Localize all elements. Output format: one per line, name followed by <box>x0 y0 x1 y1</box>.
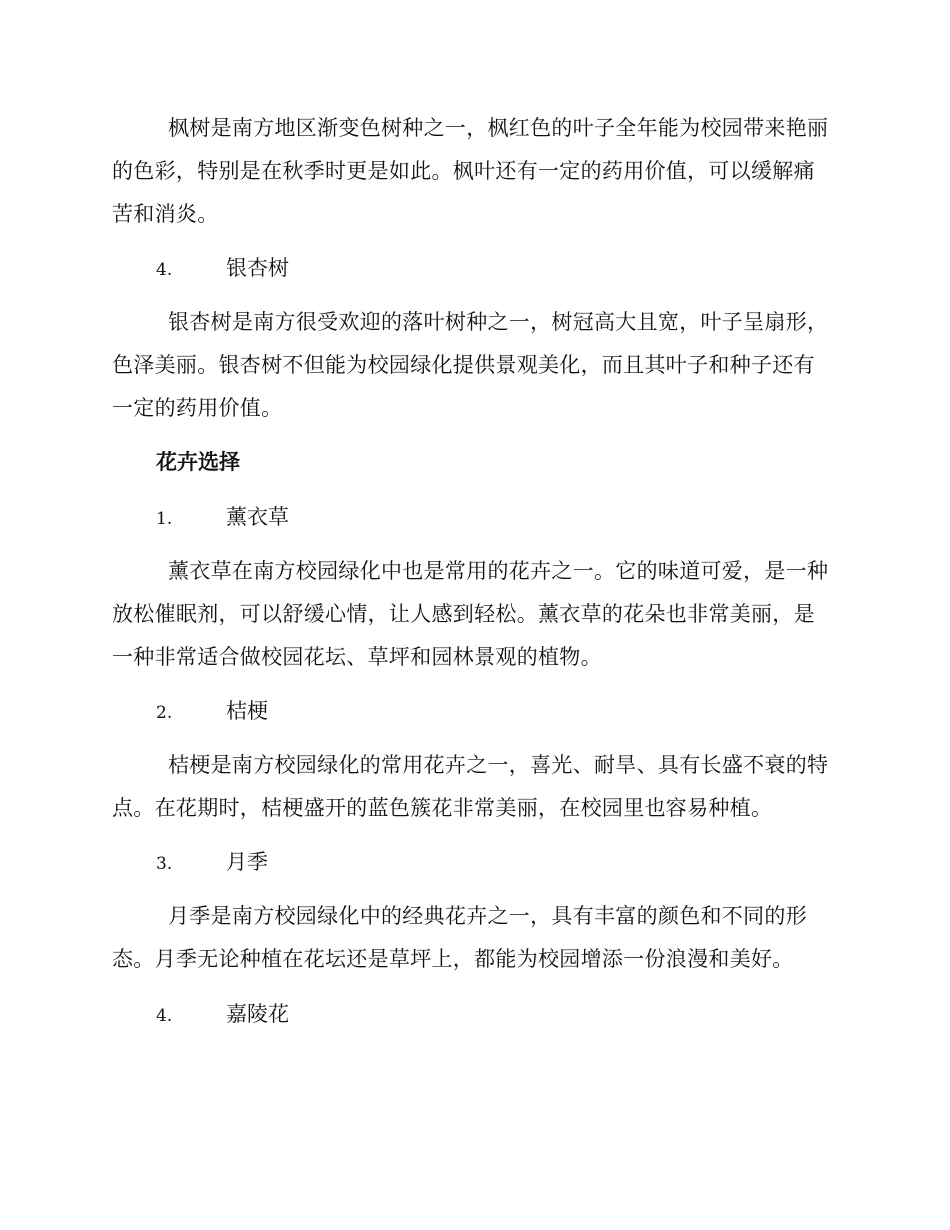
rose-paragraph: 月季是南方校园绿化中的经典花卉之一，具有丰富的颜色和不同的形态。月季无论种植在花坛还是草坪上，都能为校园增添一份浪漫和美好。 <box>112 904 807 971</box>
list-item-lavender <box>156 502 289 534</box>
list-item-platycodon <box>156 696 268 728</box>
list-number: 2. <box>156 703 173 723</box>
maple-paragraph: 枫树是南方地区渐变色树种之一，枫红色的叶子全年能为校园带来艳丽的色彩，特别是在秋季时更是如此。枫叶还有一定的药用价值，可以缓解痛苦和消炎。 <box>112 116 829 226</box>
list-label: 桔梗 <box>226 699 268 723</box>
list-label: 嘉陵花 <box>226 1002 289 1026</box>
list-item-rose <box>156 847 268 879</box>
lavender-paragraph: 薰衣草在南方校园绿化中也是常用的花卉之一。它的味道可爱，是一种放松催眠剂，可以舒缓心情，让人感到轻松。薰衣草的花朵也非常美丽，是一种非常适合做校园花坛、草坪和园林景观的植物。 <box>112 559 829 669</box>
ginkgo-paragraph: 银杏树是南方很受欢迎的落叶树种之一，树冠高大且宽，叶子呈扇形，色泽美丽。银杏树不但能为校园绿化提供景观美化，而且其叶子和种子还有一定的药用价值。 <box>112 310 829 420</box>
list-number: 4. <box>156 1006 173 1026</box>
list-label: 银杏树 <box>226 256 289 280</box>
list-number: 4. <box>156 260 173 280</box>
list-item-ginkgo <box>156 253 289 285</box>
list-label: 薰衣草 <box>226 505 289 529</box>
list-label: 月季 <box>226 850 268 874</box>
platycodon-paragraph: 桔梗是南方校园绿化的常用花卉之一，喜光、耐旱、具有长盛不衰的特点。在花期时，桔梗盛开的蓝色簇花非常美丽，在校园里也容易种植。 <box>112 753 829 820</box>
list-number: 3. <box>156 854 173 874</box>
section-heading-flowers: 花卉选择 <box>156 449 240 474</box>
list-item-jialing-flower <box>156 999 289 1031</box>
list-number: 1. <box>156 509 173 529</box>
